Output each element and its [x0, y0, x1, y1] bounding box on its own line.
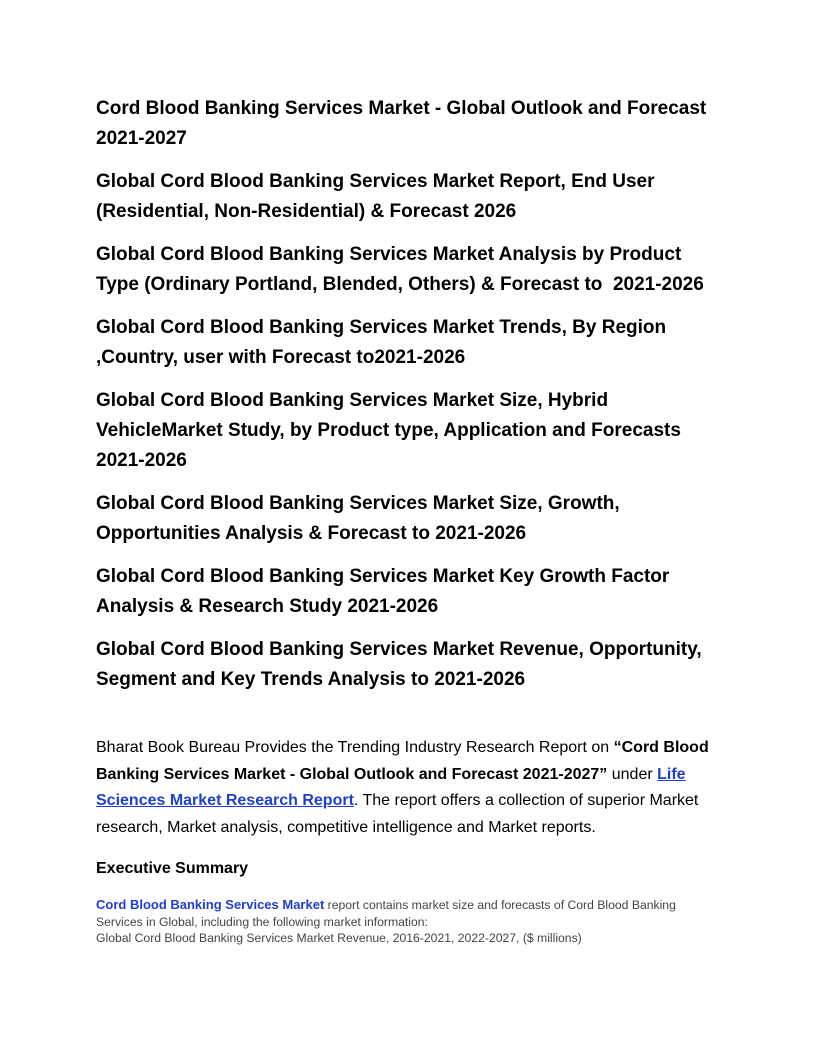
- intro-prefix: Bharat Book Bureau Provides the Trending Industry Research Report on: [96, 739, 614, 756]
- heading-region-trends: Global Cord Blood Banking Services Market Trends, By Region ,Country, user with Forecast to2021-2026: [96, 317, 672, 368]
- summary-text-after-link: report contains market size and forecasts of Cord Blood Banking Services in Global, including the following market information:: [96, 898, 676, 929]
- heading-market-size-hybrid: Global Cord Blood Banking Services Market Size, Hybrid VehicleMarket Study, by Product type, Application and Forecasts 2021-2026: [96, 390, 687, 471]
- heading-growth-opportunities: Global Cord Blood Banking Services Market Size, Growth, Opportunities Analysis & Forecast to 2021-2026: [96, 493, 625, 544]
- intro-middle: under: [607, 765, 658, 783]
- executive-summary-text: [96, 897, 720, 947]
- market-name-link[interactable]: Cord Blood Banking Services Market: [96, 897, 325, 912]
- document-page: [96, 94, 720, 947]
- summary-revenue-line: Global Cord Blood Banking Services Market Revenue, 2016-2021, 2022-2027, ($ millions): [96, 931, 582, 945]
- life-sciences-report-link[interactable]: Life Sciences Market Research Report: [96, 765, 686, 809]
- heading-revenue-opportunity: Global Cord Blood Banking Services Market Revenue, Opportunity, Segment and Key Trends Analysis to 2021-2026: [96, 639, 707, 690]
- executive-summary-title: Executive Summary: [96, 860, 249, 877]
- heading-key-growth-factor: Global Cord Blood Banking Services Market Key Growth Factor Analysis & Research Study 2021-2026: [96, 566, 674, 617]
- intro-suffix: . The report offers a collection of superior Market research, Market analysis, competitive intelligence and Market reports.: [96, 792, 699, 836]
- heading-end-user-report: Global Cord Blood Banking Services Market Report, End User (Residential, Non-Residential) & Forecast 2026: [96, 171, 660, 222]
- intro-report-title: “Cord Blood Banking Services Market - Global Outlook and Forecast 2021-2027”: [96, 739, 709, 783]
- heading-product-type-analysis: Global Cord Blood Banking Services Market Analysis by Product Type (Ordinary Portland, Blended, Others) & Forecast to 2021-2026: [96, 244, 704, 295]
- heading-main-title: Cord Blood Banking Services Market - Global Outlook and Forecast 2021-2027: [96, 98, 712, 149]
- intro-paragraph: [96, 735, 720, 841]
